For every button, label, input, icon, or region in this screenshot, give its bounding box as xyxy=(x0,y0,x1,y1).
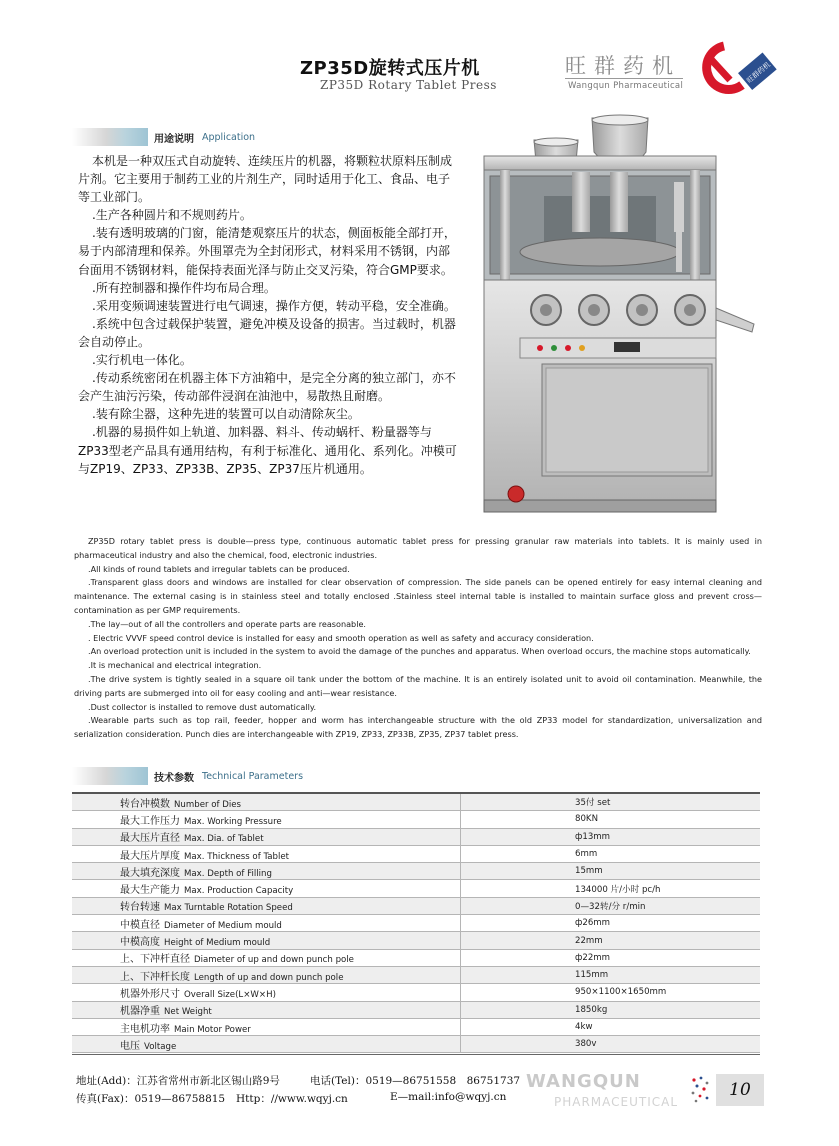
table-row xyxy=(72,828,760,845)
en-paragraph: .The lay—out of all the controllers and operate parts are reasonable. xyxy=(88,618,366,629)
param-value: 1850kg xyxy=(461,1001,761,1018)
param-value: ф22mm xyxy=(461,949,761,966)
en-paragraph: .Transparent glass doors and windows are installed for clear observation of compression. The side panels can be opened entirely for easy internal cleaning and maintenance. The external casing is in stainless steel and totally enclosed .Stainless steel internal table is installed to maintain surface gloss and prevent cross—contamination as per GMP requirements. xyxy=(74,577,762,615)
en-paragraph: . Electric VVVF speed control device is installed for easy and smooth operation as well as safety and accuracy consideration. xyxy=(88,632,594,643)
param-name-en: Max. Depth of Filling xyxy=(184,868,272,879)
param-name-en: Max. Dia. of Tablet xyxy=(184,834,264,845)
section-title-en: Technical Parameters xyxy=(202,770,304,782)
param-value: 6mm xyxy=(461,845,761,862)
param-name-cell xyxy=(72,949,461,966)
param-name-en: Number of Dies xyxy=(174,799,242,810)
param-name-en: Net Weight xyxy=(164,1007,212,1018)
table-row xyxy=(72,880,760,897)
param-value: 950×1100×1650mm xyxy=(461,984,761,1001)
en-paragraph: .An overload protection unit is included in the system to avoid the damage of the punches and apparatus. When overload occurs, the machine stops automatically. xyxy=(88,646,751,657)
param-value: 15mm xyxy=(461,863,761,880)
param-name-cell xyxy=(72,1036,461,1053)
dots-pattern-icon xyxy=(688,1074,712,1106)
en-paragraph: ZP35D rotary tablet press is double—press type, continuous automatic tablet press for pressing granular raw materials into tablets. It is mainly used in pharmaceutical industry and also the chemical, food, electronic industries. xyxy=(74,536,762,560)
param-name-en: Max. Working Pressure xyxy=(184,816,282,827)
param-name-cn: 转台冲模数 xyxy=(120,798,170,810)
param-name-cell xyxy=(72,897,461,914)
param-name-cell xyxy=(72,828,461,845)
application-text-en xyxy=(74,535,762,742)
cn-paragraph: .所有控制器和操作件均布局合理。 xyxy=(92,280,276,295)
param-name-cn: 最大填充深度 xyxy=(120,867,180,879)
param-name-cell xyxy=(72,1001,461,1018)
footer-email-link[interactable]: E—mail:info@wqyj.cn xyxy=(390,1091,507,1103)
param-name-en: Overall Size(L×W×H) xyxy=(184,989,276,1000)
param-value: 80KN xyxy=(461,811,761,828)
param-name-cn: 上、下冲杆直径 xyxy=(120,954,190,966)
table-row xyxy=(72,915,760,932)
table-row xyxy=(72,1018,760,1035)
en-paragraph: .The drive system is tightly sealed in a square oil tank under the bottom of the machine. It is an entirely isolated unit to avoid oil contamination. Meanwhile, the driving parts are submerged into oil for easy cooling and anti—wear resistance. xyxy=(74,673,762,698)
table-row xyxy=(72,811,760,828)
param-name-cn: 机器外形尺寸 xyxy=(120,988,180,1000)
cn-paragraph: .装有除尘器，这种先进的装置可以自动清除灰尘。 xyxy=(92,407,360,422)
param-name-cn: 最大生产能力 xyxy=(120,885,180,897)
table-row xyxy=(72,984,760,1001)
section-header-parameters xyxy=(72,767,303,785)
section-header-application xyxy=(72,128,255,146)
param-name-cell xyxy=(72,880,461,897)
param-value: 134000 片/小时 pc/h xyxy=(461,880,761,897)
param-name-cn: 转台转速 xyxy=(120,902,160,914)
param-name-cell xyxy=(72,793,461,811)
section-title-cn: 用途说明 xyxy=(154,133,194,145)
param-name-cell xyxy=(72,811,461,828)
en-paragraph: .Dust collector is installed to remove dust automatically. xyxy=(88,701,317,712)
cn-paragraph: .装有透明玻璃的门窗，能清楚观察压片的状态，侧面板能全部打开，易于内部清理和保养。外围罩壳为全封闭形式，材料采用不锈钢，内部台面用不锈钢材料，能保持表面光泽与防止交叉污染，符合GMP要求。 xyxy=(78,226,456,277)
en-paragraph: .It is mechanical and electrical integration. xyxy=(88,660,262,671)
footer-fax: 传真(Fax)：0519—86758815 xyxy=(76,1093,226,1105)
param-value: 115mm xyxy=(461,966,761,983)
table-row xyxy=(72,863,760,880)
param-name-cn: 中模直径 xyxy=(120,919,160,931)
param-value: 0—32转/分 r/min xyxy=(461,897,761,914)
param-name-cell xyxy=(72,1018,461,1035)
table-row xyxy=(72,1001,760,1018)
cn-paragraph: .生产各种圆片和不规则药片。 xyxy=(92,208,252,223)
param-name-cn: 上、下冲杆长度 xyxy=(120,971,190,983)
footer-address: 地址(Add)：江苏省常州市新北区锡山路9号 xyxy=(76,1075,280,1087)
company-logo-icon xyxy=(690,38,780,100)
cn-paragraph: .实行机电一体化。 xyxy=(92,353,192,368)
param-value: ф26mm xyxy=(461,915,761,932)
page-title: ZP35D旋转式压片机 xyxy=(300,58,480,79)
param-value: 22mm xyxy=(461,932,761,949)
section-header-bar xyxy=(72,767,148,785)
cn-paragraph: .传动系统密闭在机器主体下方油箱中，是完全分离的独立部门，亦不会产生油污污染，传动部件浸润在油池中，易散热且耐磨。 xyxy=(78,371,456,404)
en-paragraph: .Wearable parts such as top rail, feeder, hopper and worm has interchangeable structure with the old ZP33 model for standardization, universalization and serialization consideration. Punch dies are interchangeable with ZP19, ZP33, ZP33B, ZP35, ZP37 tablet press. xyxy=(74,715,762,740)
footer-tel: 电话(Tel)：0519—86751558 86751737 xyxy=(310,1075,521,1087)
param-value: 35付 set xyxy=(461,793,761,811)
param-name-cell xyxy=(72,845,461,862)
param-name-en: Height of Medium mould xyxy=(164,938,271,949)
application-text-cn xyxy=(78,152,460,478)
brand-name-en: Wangqun Pharmaceutical xyxy=(568,81,684,91)
brand-name-cn: 旺群药机 xyxy=(565,54,681,78)
page-subtitle: ZP35D Rotary Tablet Press xyxy=(320,78,497,92)
section-title-cn: 技术参数 xyxy=(154,772,194,784)
footer-brand-bottom: PHARMACEUTICAL xyxy=(554,1095,679,1109)
param-name-en: Length of up and down punch pole xyxy=(194,972,344,983)
param-name-en: Voltage xyxy=(144,1041,177,1052)
param-value: ф13mm xyxy=(461,828,761,845)
param-name-cn: 主电机功率 xyxy=(120,1023,170,1035)
param-name-cn: 机器净重 xyxy=(120,1006,160,1018)
tablet-press-machine-image xyxy=(480,112,760,522)
table-row xyxy=(72,932,760,949)
cn-paragraph: .机器的易损件如上轨道、加料器、料斗、传动蜗杆、粉量器等与ZP33型老产品具有通用结构，有利于标准化、通用化、系列化。冲模可与ZP19、ZP33、ZP33B、ZP35、ZP37压片机通用。 xyxy=(78,425,457,476)
param-name-cell xyxy=(72,932,461,949)
technical-parameters-table xyxy=(72,792,760,1053)
param-name-cn: 最大工作压力 xyxy=(120,815,180,827)
param-name-cn: 中模高度 xyxy=(120,937,160,949)
param-name-cell xyxy=(72,966,461,983)
section-header-bar xyxy=(72,128,148,146)
table-row xyxy=(72,897,760,914)
param-value: 380v xyxy=(461,1036,761,1053)
brand-divider xyxy=(565,78,683,79)
param-name-en: Max Turntable Rotation Speed xyxy=(164,903,293,914)
page-number: 10 xyxy=(716,1074,764,1106)
param-name-en: Max. Production Capacity xyxy=(184,886,294,897)
param-name-cell xyxy=(72,863,461,880)
table-row xyxy=(72,966,760,983)
footer-website-link[interactable]: Http：//www.wqyj.cn xyxy=(236,1093,348,1105)
table-row xyxy=(72,845,760,862)
param-name-cn: 最大压片直径 xyxy=(120,833,180,845)
en-paragraph: .All kinds of round tablets and irregular tablets can be produced. xyxy=(88,563,350,574)
param-value: 4kw xyxy=(461,1018,761,1035)
table-bottom-rule xyxy=(72,1054,760,1055)
param-name-en: Diameter of up and down punch pole xyxy=(194,955,354,966)
logo-badge-text: 旺群药机 xyxy=(745,60,772,85)
param-name-cell xyxy=(72,915,461,932)
cn-paragraph: .采用变频调速装置进行电气调速，操作方便，转动平稳，安全准确。 xyxy=(92,298,456,313)
cn-paragraph: .系统中包含过载保护装置，避免冲模及设备的损害。当过载时，机器会自动停止。 xyxy=(78,316,456,349)
table-row xyxy=(72,949,760,966)
cn-paragraph: 本机是一种双压式自动旋转、连续压片的机器，将颗粒状原料压制成片剂。它主要用于制药工业的片剂生产，同时适用于化工、食品、电子等工业部门。 xyxy=(78,154,453,205)
footer-brand-top: WANGQUN xyxy=(526,1071,641,1092)
param-name-en: Main Motor Power xyxy=(174,1024,251,1035)
param-name-en: Diameter of Medium mould xyxy=(164,920,282,931)
param-name-cn: 电压 xyxy=(120,1040,140,1052)
param-name-en: Max. Thickness of Tablet xyxy=(184,851,290,862)
param-name-cn: 最大压片厚度 xyxy=(120,850,180,862)
section-title-en: Application xyxy=(202,131,256,143)
table-row xyxy=(72,793,760,811)
table-row xyxy=(72,1036,760,1053)
param-name-cell xyxy=(72,984,461,1001)
